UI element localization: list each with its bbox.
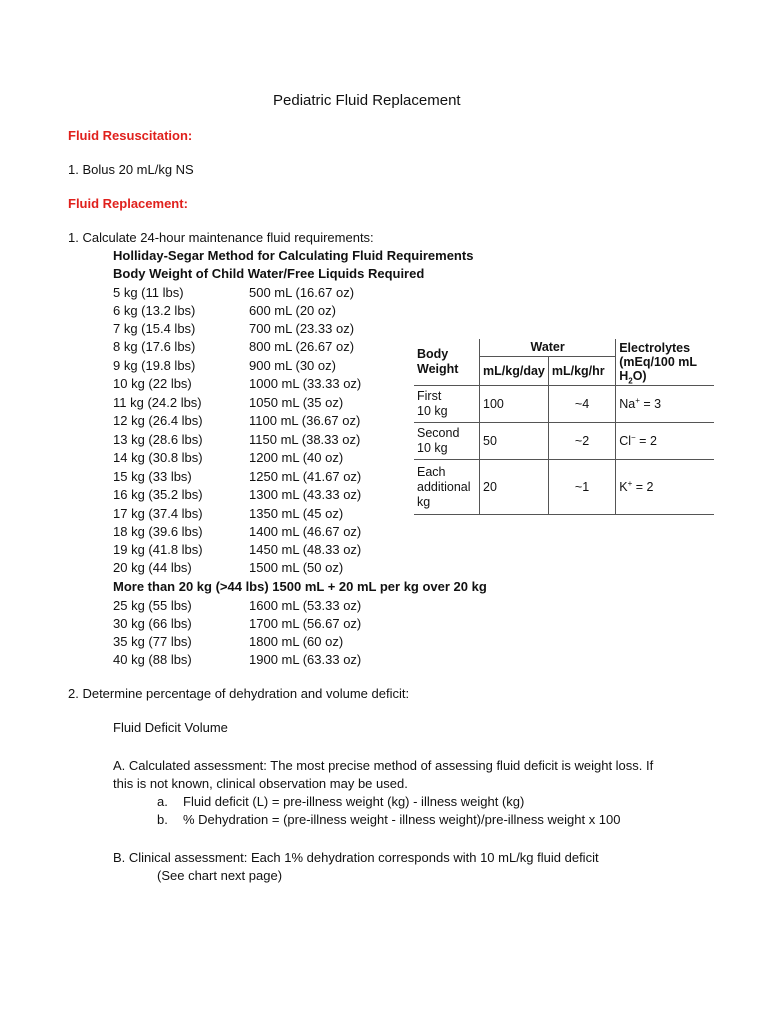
cell-ml-kg-day: 20 (480, 460, 549, 515)
header-electrolytes: Electrolytes (mEq/100 mL $H_2O$) (616, 339, 714, 386)
table-row (414, 386, 714, 423)
page-title: Pediatric Fluid Replacement (273, 92, 461, 109)
fluid-replacement-heading: Fluid Replacement: (68, 196, 188, 211)
sub-item-b: % Dehydration = (pre-illness weight - illness weight)/pre-illness weight x 100 (183, 812, 621, 827)
header-ml-kg-hr: mL/kg/hr (548, 357, 615, 386)
deficit-title: Fluid Deficit Volume (113, 720, 228, 735)
cell-electrolyte: K+ = 2 (616, 460, 714, 515)
cell-body-weight: Each additional kg (414, 460, 480, 515)
header-ml-kg-day: mL/kg/day (480, 357, 549, 386)
weight-column-header: Body Weight of Child Water/Free Liquids Required (113, 266, 425, 281)
weight-list: 5 kg (11 lbs) 500 mL (16.67 oz) 6 kg (13.2 lbs) 600 mL (20 oz) 7 kg (15.4 lbs) 700 mL (23.33 oz) 8 kg (17.6 lbs) 800 mL (26.67 oz) 9 kg (19.8 lbs) 900 mL (30 oz) 10 kg (22 lbs) 1000 mL (33.33 oz) 11 kg (24.2 lbs) 1050 mL (35 oz) 12 kg (26.4 lbs) 1100 mL (36.67 oz) 13 kg (28.6 lbs) 1150 mL (38.33 oz) 14 kg (30.8 lbs) 1200 mL (40 oz) 15 kg (33 lbs) 1250 mL (41.67 oz) 16 kg (35.2 lbs) 1300 mL (43.33 oz) 17 kg (37.4 lbs) 1350 mL (45 oz) 18 kg (39.6 lbs) 1400 mL (46.67 oz) 19 kg (41.8 lbs) 1450 mL (48.33 oz) 20 kg (44 lbs) 1500 mL (50 oz) (113, 285, 362, 575)
cell-body-weight: First 10 kg (414, 386, 480, 423)
cell-ml-kg-hr: ~4 (548, 386, 615, 423)
cell-electrolyte: Na+ = 3 (616, 386, 714, 423)
over-20kg-rule: More than 20 kg (>44 lbs) 1500 mL + 20 mL per kg over 20 kg (113, 579, 487, 594)
clinical-assessment-line-1: B. Clinical assessment: Each 1% dehydration corresponds with 10 mL/kg fluid deficit (113, 850, 599, 865)
cell-body-weight: Second 10 kg (414, 423, 480, 460)
cell-ml-kg-hr: ~2 (548, 423, 615, 460)
sub-item-a-label: a. (157, 794, 168, 809)
sub-item-a: Fluid deficit (L) = pre-illness weight (kg) - illness weight (kg) (183, 794, 525, 809)
weight-list-over-20: 25 kg (55 lbs) 1600 mL (53.33 oz) 30 kg (66 lbs) 1700 mL (56.67 oz) 35 kg (77 lbs) 1800 mL (60 oz) 40 kg (88 lbs) 1900 mL (63.33 oz) (113, 598, 362, 667)
header-water: Water (480, 339, 616, 357)
resuscitation-item: 1. Bolus 20 mL/kg NS (68, 162, 194, 177)
fluid-resuscitation-heading: Fluid Resuscitation: (68, 128, 193, 143)
cell-ml-kg-day: 100 (480, 386, 549, 423)
step-2-text: 2. Determine percentage of dehydration and volume deficit: (68, 686, 410, 701)
step-1-text: 1. Calculate 24-hour maintenance fluid requirements: (68, 230, 374, 245)
calculated-assessment-line-1: A. Calculated assessment: The most precise method of assessing fluid deficit is weight loss. If (113, 758, 654, 773)
header-body-weight: Body Weight (414, 339, 480, 386)
calculated-assessment-line-2: this is not known, clinical observation may be used. (113, 776, 408, 791)
table-row (414, 423, 714, 460)
cell-ml-kg-hr: ~1 (548, 460, 615, 515)
fluid-electrolyte-table (414, 339, 714, 515)
cell-electrolyte: Cl− = 2 (616, 423, 714, 460)
clinical-assessment-line-2: (See chart next page) (157, 868, 283, 883)
sub-item-b-label: b. (157, 812, 168, 827)
cell-ml-kg-day: 50 (480, 423, 549, 460)
table-row (414, 460, 714, 515)
method-title: Holliday-Segar Method for Calculating Fluid Requirements (113, 248, 474, 263)
table-header-row (414, 339, 714, 357)
